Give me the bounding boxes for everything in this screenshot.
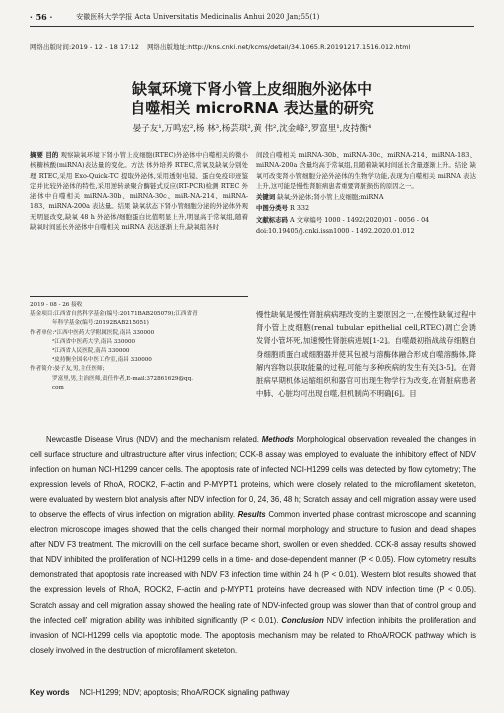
abstract-label: 摘要 (30, 151, 44, 159)
affiliation-label: 作者单位: (30, 329, 55, 336)
received-date: 2019 - 08 - 26 接收 (30, 302, 83, 308)
running-header (30, 12, 474, 22)
keywords-label: 关键词 (256, 193, 276, 202)
clc-label: 中图分类号 (256, 204, 288, 213)
english-keywords-label: Key words (30, 688, 70, 697)
author-bio-1: 作者简介:晏子友,男,主任医师; (30, 366, 105, 373)
clc-value: R 332 (290, 204, 310, 213)
affiliation-2: ²江西省中医药大学,南昌 330000 (52, 338, 136, 345)
chinese-abstract (30, 150, 248, 232)
abstract-aim-label: 目的 (45, 151, 59, 159)
affiliation-1-text: ¹江西中医药大学附属医院,南昌 330000 (54, 329, 155, 336)
affiliation-3: ³江西省人民医院,南昌 330000 (52, 348, 130, 355)
english-abstract (30, 432, 476, 658)
conclusion-label: Conclusion (281, 615, 324, 625)
introduction-paragraph: 慢性缺氧是慢性肾脏病病理改变的主要原因之一,在慢性缺氧过程中肾小管上皮细胞(renal tubular epithelial cell,RTEC)凋亡会诱发肾小管坏死,加速慢性肾脏病进展[1-2]。自噬最初指战战存细胞自身细胞质蛋白或细胞器并使其包被与溶酶体融合形成自噬溶酶体,降解内容物以获取能量的过程,可能与多种疾病的发生有关[3-5]。在肾脏病早期机体运缩组织和器官可出现生物学行为改变,在肾脏病患者中肺、心脏均可出现自噬,但机制尚不明确[6]。目 (256, 310, 476, 399)
methods-text: Morphological observation revealed the changes in cell surface structure and ultrastructure after virus infection; CCK-8 assay was employed to evaluate the inhibitory effect of NDV infection on human NCI-H1299 cancer cells. The apoptosis rate of infected NCI-H1299 cells was detected by flow cytometry; The expression levels of RhoA, ROCK2, F-actin and P-MYPT1 proteins, which were closely related to the microfilament sketeton, were evaluated by western blot analysis after NDV infection for 0, 24, 36, 48 h; Scratch assay and cell migration assay were used to observe the effects of virus infection on migration ability. (30, 435, 477, 520)
journal-citation: 安徽医科大学学报 Acta Universitatis Medicinalis Anhui 2020 Jan;55(1) (76, 13, 320, 21)
english-lead: Newcastle Disease Virus (NDV) and the mechanism related. (46, 435, 259, 444)
english-keywords (30, 688, 476, 697)
affiliation-1 (30, 329, 248, 338)
fund-line-2: 年科学基金(编号:20192BAB215051) (52, 320, 149, 327)
keywords-row (256, 192, 476, 202)
article-title (0, 80, 504, 118)
footnote-block (30, 296, 248, 393)
online-published-time: 网络出版时间:2019 - 12 - 18 17:12 (30, 43, 139, 51)
abstract-continuation (256, 150, 476, 236)
document-code-label: 文献标志码 (256, 215, 288, 224)
title-line-2: 自噬相关 microRNA 表达量的研究 (130, 99, 374, 117)
affiliation-4: ⁴皮持衡全国名中医工作室,南昌 330000 (52, 357, 152, 364)
title-line-1: 缺氧环境下肾小管上皮细胞外泌体中 (131, 80, 372, 98)
methods-label: Methods (261, 435, 294, 444)
author-bio-2: 罗富里,男,主治医师,责任作者,E-mail:372861629@qq. (52, 375, 193, 382)
online-published-url[interactable]: 网络出版地址:http://kns.cnki.net/kcms/detail/34.1065.R.20191217.1516.012.html (147, 43, 411, 51)
abstract-text-continued: 间段自噬相关 miRNA-30b、miRNA-30c、miRNA-214、miRNA-183、miRNA-200a 含量均高于常氧组,且随着缺氧时间延长含量逐渐上升。结论 缺氧可改变肾小管细胞分泌外泌体的生物学功能,表现为自噬相关 miRNA 表达上升,这可能是慢性肾脏病患者重要肾脏损伤的原因之一。 (256, 151, 476, 190)
author-bio-3: com (52, 384, 64, 391)
doi-row[interactable]: doi:10.19405/j.cnki.issn1000 - 1492.2020.01.012 (256, 227, 415, 236)
keywords-text: 缺氧;外泌体;肾小管上皮细胞;miRNA (277, 193, 384, 202)
author-list: 晏子友¹,万鸣宏²,杨 林³,杨芸琪²,黄 伟²,沈金峰²,罗富里¹,皮持衡⁴ (132, 124, 372, 134)
page-number: · 56 · (30, 12, 53, 22)
results-text: Common inverted phase contrast microscope and scanning electron microscope images showed that the cells changed their normal morphology and structure to fusion and dead shapes after NDV F3 treatment. The microvilli on the cell surface became short, swollen or even shedded. CCK-8 assay results showed that NDV inhibited the proliferation of NCI-H1299 cells in a time- and dose-dependent manner (P < 0.05). Flow cytometry results demonstrated that apoptosis rate increased with NDV F3 infection time within 24 h (P < 0.01). Western blot results showed that the expression levels of RhoA, ROCK2, F-actin and p-MYPT1 proteins have decreased with NDV infection time (P < 0.05). Scratch assay and cell migration assay showed the healing rate of NDV-infected group was slower than that of control group and the infected cell' migration ability was inhibited significantly (P < 0.01). (30, 510, 476, 625)
document-code-row (256, 215, 476, 225)
document-code-value: A 文章编号 1000 - 1492(2020)01 - 0056 - 04 (290, 215, 430, 224)
conclusion-text: NDV infection inhibits the proliferation and invasion of NCI-H1299 cells via apoptotic mode. The apoptosis mechanism may be related to RhoA/ROCK pathway which is closely involved in the destruction of microfilament sketeton. (30, 615, 476, 655)
abstract-text: 观察缺氧环境下肾小管上皮细胞(RTEC)外泌体中自噬相关的微小核糖核酸(miRNA)表达量的变化。方法 体外培养 RTEC,常氧及缺氧分别处理 RTEC,采用 Exo-Quick-TC 提取外泌体,采用透射电镜、蛋白免疫印迹鉴定并比较外泌体的特性,采用逆转录聚合酶链式反应(RT-PCR)检测 RTEC 外泌体中自噬相关 miRNA-30b、miRNA-30c、miR-NA-214、miRNA-183、miRNA-200a 表达量。结果 缺氧状态下肾小管细胞分泌的外泌体外观无明显改变,缺氧 48 h 外泌体/细胞蛋白比值明显上升,明显高于常氧组,随着缺氧时间延长外泌体中自噬相关 miRNA 表达逐渐上升,缺氧组各时 (30, 151, 248, 232)
english-keywords-text: NCI-H1299; NDV; apoptosis; RhoA/ROCK signaling pathway (79, 688, 290, 697)
header-rule (30, 26, 474, 27)
online-publication-line (30, 42, 474, 51)
results-label: Results (237, 510, 266, 520)
clc-row (256, 203, 476, 213)
fund-line-1: 基金项目:江西省自然科学基金(编号:20171BAB205079);江西省青 (30, 311, 198, 318)
